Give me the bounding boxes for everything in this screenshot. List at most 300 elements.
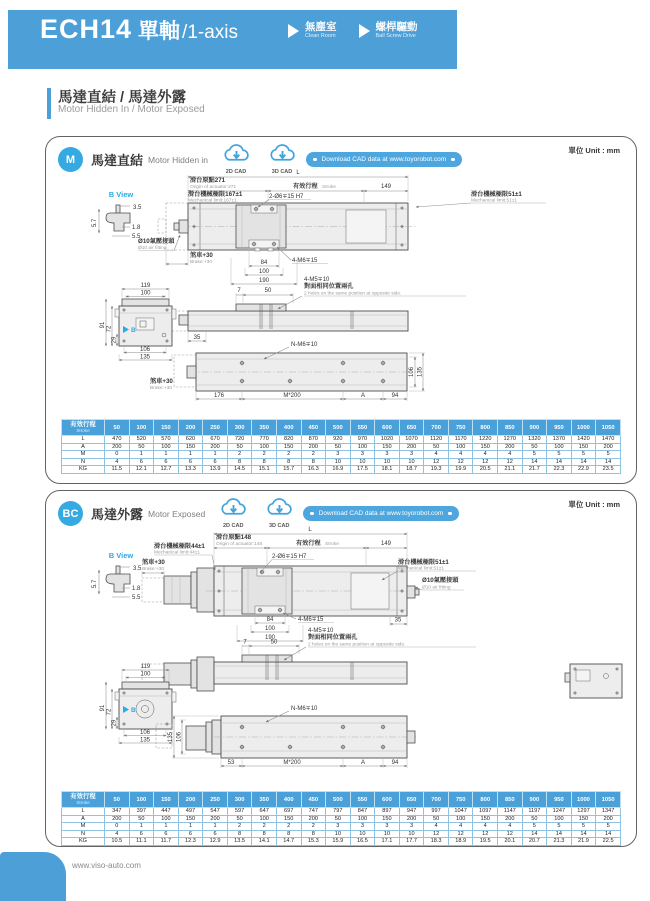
stroke-spec-table bbox=[61, 791, 621, 846]
table-cell: 1220 bbox=[473, 436, 498, 444]
table-cell: 2 bbox=[252, 823, 277, 831]
table-cell: 19.3 bbox=[424, 466, 449, 474]
table-cell: 19.9 bbox=[448, 466, 473, 474]
stroke-column-header: 400 bbox=[276, 792, 301, 808]
table-cell: 100 bbox=[547, 815, 572, 823]
feature-ball-screw bbox=[359, 22, 418, 40]
feature-cn: 螺桿驅動 bbox=[375, 21, 418, 33]
table-cell: 150 bbox=[276, 443, 301, 451]
nm6-callout: N-M6∓10 bbox=[291, 706, 318, 712]
table-cell: 397 bbox=[129, 808, 154, 816]
row-label: M bbox=[62, 823, 105, 831]
panel-title-cn: 馬達外露 bbox=[91, 507, 144, 522]
table-cell: 3 bbox=[399, 451, 424, 459]
table-cell: 100 bbox=[252, 815, 277, 823]
table-cell: 4 bbox=[105, 458, 130, 466]
panel-title-en: Motor Hidden in bbox=[148, 154, 209, 165]
dim-190: 190 bbox=[264, 635, 276, 641]
stroke-column-header: 700 bbox=[424, 792, 449, 808]
table-cell: 150 bbox=[375, 443, 400, 451]
dim-5-5: 5.5 bbox=[132, 595, 141, 601]
dim-135: 135 bbox=[139, 354, 151, 361]
cloud-download-icon bbox=[217, 498, 250, 519]
dot-icon bbox=[451, 158, 455, 162]
table-cell: 0 bbox=[105, 823, 130, 831]
table-cell: 100 bbox=[154, 443, 179, 451]
stroke-column-header: 800 bbox=[473, 420, 498, 436]
table-cell: 347 bbox=[105, 808, 130, 816]
section-accent-bar bbox=[47, 88, 51, 119]
row-label: M bbox=[62, 451, 105, 459]
table-cell: 150 bbox=[178, 815, 203, 823]
stroke-column-header: 250 bbox=[203, 420, 228, 436]
stroke-column-header: 400 bbox=[276, 420, 301, 436]
table-cell: 4 bbox=[424, 451, 449, 459]
table-cell: 10 bbox=[326, 830, 351, 838]
table-cell: 20.1 bbox=[498, 838, 523, 846]
table-row bbox=[62, 443, 621, 451]
dim-A: A bbox=[360, 393, 366, 399]
table-cell: 1420 bbox=[571, 436, 596, 444]
cloud-download-icon bbox=[266, 144, 299, 165]
footer-brand-square bbox=[0, 852, 66, 901]
stroke-column-header: 250 bbox=[203, 792, 228, 808]
table-cell: 14 bbox=[522, 830, 547, 838]
table-cell: 200 bbox=[498, 815, 523, 823]
table-cell: 15.9 bbox=[326, 838, 351, 846]
table-cell: 50 bbox=[129, 443, 154, 451]
stroke-column-header: 200 bbox=[178, 420, 203, 436]
table-cell: 1270 bbox=[498, 436, 523, 444]
table-cell: 5 bbox=[571, 451, 596, 459]
table-cell: 2 bbox=[252, 451, 277, 459]
table-row bbox=[62, 823, 621, 831]
air-fitting-cn: Ø10氣壓接頭 bbox=[422, 577, 459, 584]
table-row bbox=[62, 808, 621, 816]
table-cell: 200 bbox=[399, 815, 424, 823]
table-cell: 150 bbox=[571, 443, 596, 451]
model-name-cjk: 單軸 bbox=[138, 20, 181, 43]
m5-callout-en: 2 holes on the same position at opposite side. bbox=[308, 642, 406, 648]
cross-section-view bbox=[100, 283, 176, 361]
table-cell: 18.3 bbox=[424, 838, 449, 846]
table-cell: 200 bbox=[105, 443, 130, 451]
dim-149: 149 bbox=[380, 184, 392, 190]
table-cell: 5 bbox=[547, 823, 572, 831]
row-label: KG bbox=[62, 838, 105, 846]
table-cell: 100 bbox=[448, 815, 473, 823]
table-cell: 6 bbox=[178, 830, 203, 838]
table-cell: 820 bbox=[276, 436, 301, 444]
stroke-column-header: 850 bbox=[498, 420, 523, 436]
stroke-column-header: 950 bbox=[547, 792, 572, 808]
nm6-callout: N-M6∓10 bbox=[291, 342, 318, 348]
section-title: 馬達直結 / 馬達外露 bbox=[58, 90, 187, 106]
table-cell: 18.1 bbox=[375, 466, 400, 474]
dot-icon bbox=[313, 158, 317, 162]
dim-91: 91 bbox=[100, 704, 106, 712]
dim-3-5: 3.5 bbox=[133, 566, 142, 572]
table-cell: 14 bbox=[547, 458, 572, 466]
table-cell: 447 bbox=[154, 808, 179, 816]
cloud-download-icon bbox=[220, 144, 253, 165]
table-cell: 1297 bbox=[571, 808, 596, 816]
panel-badge: M bbox=[58, 147, 83, 172]
stroke-label-cn: 有效行程 bbox=[296, 540, 321, 547]
table-cell: 1147 bbox=[498, 808, 523, 816]
table-cell: 12.9 bbox=[203, 838, 228, 846]
stroke-label-cn: 有效行程 bbox=[293, 183, 318, 190]
stroke-column-header: 800 bbox=[473, 792, 498, 808]
stroke-column-header: 100 bbox=[129, 792, 154, 808]
footer-url: www.viso-auto.com bbox=[72, 861, 141, 870]
table-cell: 20.7 bbox=[522, 838, 547, 846]
table-cell: 6 bbox=[154, 458, 179, 466]
table-cell: 21.7 bbox=[522, 466, 547, 474]
table-cell: 6 bbox=[129, 830, 154, 838]
dim-119: 119 bbox=[140, 664, 151, 670]
stroke-column-header: 50 bbox=[105, 420, 130, 436]
table-cell: 14 bbox=[596, 830, 621, 838]
table-cell: 2 bbox=[301, 823, 326, 831]
table-cell: 14 bbox=[547, 830, 572, 838]
brake-note-en: Brake:+30 bbox=[142, 567, 165, 572]
dim-m200: M*200 bbox=[283, 760, 301, 766]
table-cell: 50 bbox=[424, 815, 449, 823]
table-cell: 2 bbox=[301, 451, 326, 459]
mech-limit-right-en: Mechanical limit:51±1 bbox=[398, 566, 445, 572]
table-cell: 100 bbox=[154, 815, 179, 823]
air-fitting-cn: Ø10氣壓接頭 bbox=[138, 238, 175, 245]
table-header-row bbox=[62, 420, 621, 436]
page-title bbox=[40, 14, 238, 45]
dim-106-v: 106 bbox=[176, 731, 183, 743]
air-fitting-en: Ø10 air fitting bbox=[422, 585, 451, 591]
dim-29: 29 bbox=[111, 719, 118, 727]
table-cell: 12.3 bbox=[178, 838, 203, 846]
dim-84: 84 bbox=[260, 260, 268, 266]
stroke-column-header: 550 bbox=[350, 792, 375, 808]
table-cell: 50 bbox=[424, 443, 449, 451]
table-cell: 4 bbox=[498, 823, 523, 831]
table-cell: 8 bbox=[227, 458, 252, 466]
table-cell: 150 bbox=[473, 815, 498, 823]
table-cell: 11.5 bbox=[105, 466, 130, 474]
table-cell: 4 bbox=[448, 451, 473, 459]
table-cell: 50 bbox=[227, 815, 252, 823]
table-cell: 6 bbox=[203, 830, 228, 838]
table-cell: 22.5 bbox=[596, 838, 621, 846]
table-cell: 997 bbox=[424, 808, 449, 816]
cad-2d-label: 2D CAD bbox=[222, 523, 244, 529]
stroke-column-header: 100 bbox=[129, 420, 154, 436]
table-cell: 1370 bbox=[547, 436, 572, 444]
table-cell: 1097 bbox=[473, 808, 498, 816]
dim-72: 72 bbox=[106, 708, 113, 716]
table-cell: 17.7 bbox=[399, 838, 424, 846]
stroke-column-header: 500 bbox=[326, 792, 351, 808]
dot-icon bbox=[448, 512, 452, 516]
download-cad-label: Download CAD data at www.toyorobot.com bbox=[318, 510, 444, 517]
dim-A: A bbox=[360, 760, 366, 766]
mech-limit-right-en: Mechanical limit:51±1 bbox=[471, 198, 518, 204]
dim-119: 119 bbox=[140, 283, 151, 289]
dim-m200: M*200 bbox=[283, 393, 301, 399]
dim-135-v: 135 bbox=[168, 731, 174, 743]
table-cell: 100 bbox=[547, 443, 572, 451]
table-cell: 15.3 bbox=[301, 838, 326, 846]
dim-149: 149 bbox=[380, 541, 392, 547]
table-cell: 1 bbox=[178, 451, 203, 459]
unit-label: 單位 Unit : mm bbox=[568, 146, 620, 155]
table-cell: 697 bbox=[276, 808, 301, 816]
mech-limit-left-cn: 滑台機械極限44±1 bbox=[154, 543, 205, 550]
table-cell: 150 bbox=[276, 815, 301, 823]
table-cell: 6 bbox=[154, 830, 179, 838]
table-cell: 1 bbox=[154, 823, 179, 831]
dim-100: 100 bbox=[264, 626, 276, 632]
table-cell: 12 bbox=[448, 458, 473, 466]
table-cell: 12 bbox=[473, 830, 498, 838]
table-cell: 16.9 bbox=[326, 466, 351, 474]
cad-3d-label: 3D CAD bbox=[271, 169, 293, 175]
table-cell: 150 bbox=[473, 443, 498, 451]
table-cell: 50 bbox=[326, 815, 351, 823]
dim-L: L bbox=[308, 527, 312, 533]
brake-note-cn: 煞車+30 bbox=[150, 378, 173, 385]
table-cell: 12 bbox=[448, 830, 473, 838]
table-cell: 947 bbox=[399, 808, 424, 816]
m5-callout: 4-M5∓10 bbox=[308, 628, 334, 634]
table-cell: 22.3 bbox=[547, 466, 572, 474]
dim-91: 91 bbox=[100, 321, 106, 329]
feature-badges bbox=[288, 22, 418, 40]
dim-94: 94 bbox=[391, 393, 399, 399]
table-header-row bbox=[62, 792, 621, 808]
air-fitting-en: Ø10 air fitting bbox=[138, 246, 167, 251]
table-cell: 10.5 bbox=[105, 838, 130, 846]
dim-135-v: 135 bbox=[417, 366, 424, 378]
table-cell: 8 bbox=[252, 830, 277, 838]
table-cell: 1347 bbox=[596, 808, 621, 816]
table-cell: 21.3 bbox=[547, 838, 572, 846]
table-cell: 18.7 bbox=[399, 466, 424, 474]
model-name: ECH14 bbox=[40, 14, 133, 44]
table-cell: 50 bbox=[227, 443, 252, 451]
table-cell: 19.5 bbox=[473, 838, 498, 846]
panel-badge: BC bbox=[58, 501, 83, 526]
table-cell: 150 bbox=[571, 815, 596, 823]
row-label: N bbox=[62, 458, 105, 466]
table-cell: 50 bbox=[522, 443, 547, 451]
table-cell: 200 bbox=[498, 443, 523, 451]
table-cell: 3 bbox=[375, 451, 400, 459]
table-cell: 797 bbox=[326, 808, 351, 816]
stroke-column-header: 600 bbox=[375, 420, 400, 436]
table-cell: 847 bbox=[350, 808, 375, 816]
brake-note-en: Brake:+30 bbox=[190, 260, 213, 265]
table-cell: 13.5 bbox=[227, 838, 252, 846]
stroke-column-header: 750 bbox=[448, 792, 473, 808]
table-cell: 3 bbox=[326, 823, 351, 831]
stroke-column-header: 850 bbox=[498, 792, 523, 808]
dim-100: 100 bbox=[140, 290, 151, 297]
table-cell: 15.7 bbox=[276, 466, 301, 474]
table-cell: 100 bbox=[448, 443, 473, 451]
feature-en: Ball Screw Drive bbox=[375, 33, 416, 39]
top-view bbox=[142, 527, 476, 642]
dot-icon bbox=[310, 512, 314, 516]
table-cell: 200 bbox=[203, 815, 228, 823]
table-cell: 13.3 bbox=[178, 466, 203, 474]
dim-29: 29 bbox=[111, 336, 118, 344]
row-label: L bbox=[62, 436, 105, 444]
table-cell: 3 bbox=[350, 823, 375, 831]
table-cell: 3 bbox=[326, 451, 351, 459]
stroke-column-header: 150 bbox=[154, 420, 179, 436]
stroke-column-header: 300 bbox=[227, 420, 252, 436]
table-cell: 5 bbox=[522, 451, 547, 459]
mech-limit-right-cn: 滑台機械極限51±1 bbox=[398, 559, 449, 566]
stroke-label-en: Stroke bbox=[322, 185, 336, 190]
side-view bbox=[166, 277, 466, 343]
table-cell: 1 bbox=[129, 451, 154, 459]
table-cell: 12.7 bbox=[154, 466, 179, 474]
stroke-column-header: 1050 bbox=[596, 420, 621, 436]
stroke-header-cell: 有效行程 Stroke bbox=[62, 792, 105, 808]
origin-label-cn: 滑台原點148 bbox=[216, 534, 252, 541]
table-cell: 770 bbox=[252, 436, 277, 444]
brake-note-en: Brake:+30 bbox=[150, 386, 173, 391]
dim-5-5: 5.5 bbox=[132, 234, 141, 240]
table-row bbox=[62, 466, 621, 474]
table-cell: 14 bbox=[596, 458, 621, 466]
stroke-column-header: 50 bbox=[105, 792, 130, 808]
table-cell: 14.1 bbox=[252, 838, 277, 846]
table-cell: 620 bbox=[178, 436, 203, 444]
table-cell: 150 bbox=[375, 815, 400, 823]
panel-title-en: Motor Exposed bbox=[148, 508, 206, 519]
table-cell: 15.1 bbox=[252, 466, 277, 474]
table-cell: 4 bbox=[498, 451, 523, 459]
top-view bbox=[138, 170, 546, 285]
b-view-label: B View bbox=[108, 551, 134, 560]
table-cell: 1 bbox=[154, 451, 179, 459]
m5-callout-en: 2 holes on the same position at opposite side. bbox=[304, 291, 402, 297]
table-cell: 200 bbox=[596, 443, 621, 451]
table-cell: 1 bbox=[129, 823, 154, 831]
table-cell: 1320 bbox=[522, 436, 547, 444]
table-cell: 100 bbox=[350, 443, 375, 451]
table-cell: 12 bbox=[498, 830, 523, 838]
technical-drawing-motor-hidden bbox=[46, 163, 636, 415]
technical-drawing-motor-exposed bbox=[46, 518, 636, 790]
table-cell: 12 bbox=[498, 458, 523, 466]
table-cell: 2 bbox=[227, 823, 252, 831]
stroke-column-header: 350 bbox=[252, 792, 277, 808]
table-cell: 547 bbox=[203, 808, 228, 816]
table-cell: 17.1 bbox=[375, 838, 400, 846]
model-axis-label: /1-axis bbox=[182, 22, 239, 43]
table-cell: 3 bbox=[350, 451, 375, 459]
table-row bbox=[62, 436, 621, 444]
download-cad-label: Download CAD data at www.toyorobot.com bbox=[321, 156, 447, 163]
table-cell: 4 bbox=[473, 823, 498, 831]
table-cell: 200 bbox=[203, 443, 228, 451]
table-cell: 497 bbox=[178, 808, 203, 816]
table-row bbox=[62, 838, 621, 846]
table-cell: 4 bbox=[424, 823, 449, 831]
table-cell: 100 bbox=[350, 815, 375, 823]
table-cell: 8 bbox=[252, 458, 277, 466]
stroke-column-header: 700 bbox=[424, 420, 449, 436]
table-cell: 1197 bbox=[522, 808, 547, 816]
table-cell: 1120 bbox=[424, 436, 449, 444]
table-cell: 4 bbox=[448, 823, 473, 831]
table-cell: 1047 bbox=[448, 808, 473, 816]
table-cell: 23.5 bbox=[596, 466, 621, 474]
dim-1-8: 1.8 bbox=[132, 586, 141, 592]
stroke-column-header: 750 bbox=[448, 420, 473, 436]
row-label: A bbox=[62, 815, 105, 823]
stroke-column-header: 450 bbox=[301, 420, 326, 436]
table-row bbox=[62, 815, 621, 823]
table-cell: 50 bbox=[326, 443, 351, 451]
table-cell: 520 bbox=[129, 436, 154, 444]
table-cell: 200 bbox=[301, 443, 326, 451]
table-cell: 4 bbox=[105, 830, 130, 838]
mech-limit-right-cn: 滑台機械極限51±1 bbox=[471, 191, 522, 198]
table-cell: 10 bbox=[399, 458, 424, 466]
cad-3d-label: 3D CAD bbox=[268, 523, 290, 529]
table-cell: 10 bbox=[375, 458, 400, 466]
stroke-column-header: 1050 bbox=[596, 792, 621, 808]
table-cell: 13.9 bbox=[203, 466, 228, 474]
bottom-view bbox=[156, 706, 416, 768]
dim-50: 50 bbox=[264, 288, 272, 294]
stroke-column-header: 450 bbox=[301, 792, 326, 808]
b-marker: B bbox=[131, 327, 136, 334]
table-cell: 10 bbox=[350, 830, 375, 838]
table-cell: 4 bbox=[473, 451, 498, 459]
unit-label: 單位 Unit : mm bbox=[568, 500, 620, 509]
table-cell: 2 bbox=[227, 451, 252, 459]
mech-limit-left-cn: 滑台機械極限167±1 bbox=[188, 191, 243, 198]
table-cell: 3 bbox=[399, 823, 424, 831]
table-cell: 0 bbox=[105, 451, 130, 459]
table-cell: 22.9 bbox=[571, 466, 596, 474]
dim-5-7: 5.7 bbox=[92, 218, 98, 228]
carriage-hole-callout: 4-M6∓15 bbox=[298, 617, 324, 623]
table-cell: 570 bbox=[154, 436, 179, 444]
table-cell: 10 bbox=[350, 458, 375, 466]
table-cell: 3 bbox=[375, 823, 400, 831]
table-cell: 18.9 bbox=[448, 838, 473, 846]
row-label: A bbox=[62, 443, 105, 451]
table-cell: 50 bbox=[129, 815, 154, 823]
table-cell: 200 bbox=[399, 443, 424, 451]
stroke-column-header: 1000 bbox=[571, 420, 596, 436]
stroke-spec-table bbox=[61, 419, 621, 474]
bottom-view bbox=[150, 342, 425, 401]
table-row bbox=[62, 458, 621, 466]
dim-94: 94 bbox=[391, 760, 399, 766]
feature-clean-room bbox=[288, 22, 337, 40]
stroke-column-header: 900 bbox=[522, 420, 547, 436]
dim-53: 53 bbox=[227, 760, 235, 766]
table-cell: 5 bbox=[547, 451, 572, 459]
stroke-column-header: 350 bbox=[252, 420, 277, 436]
